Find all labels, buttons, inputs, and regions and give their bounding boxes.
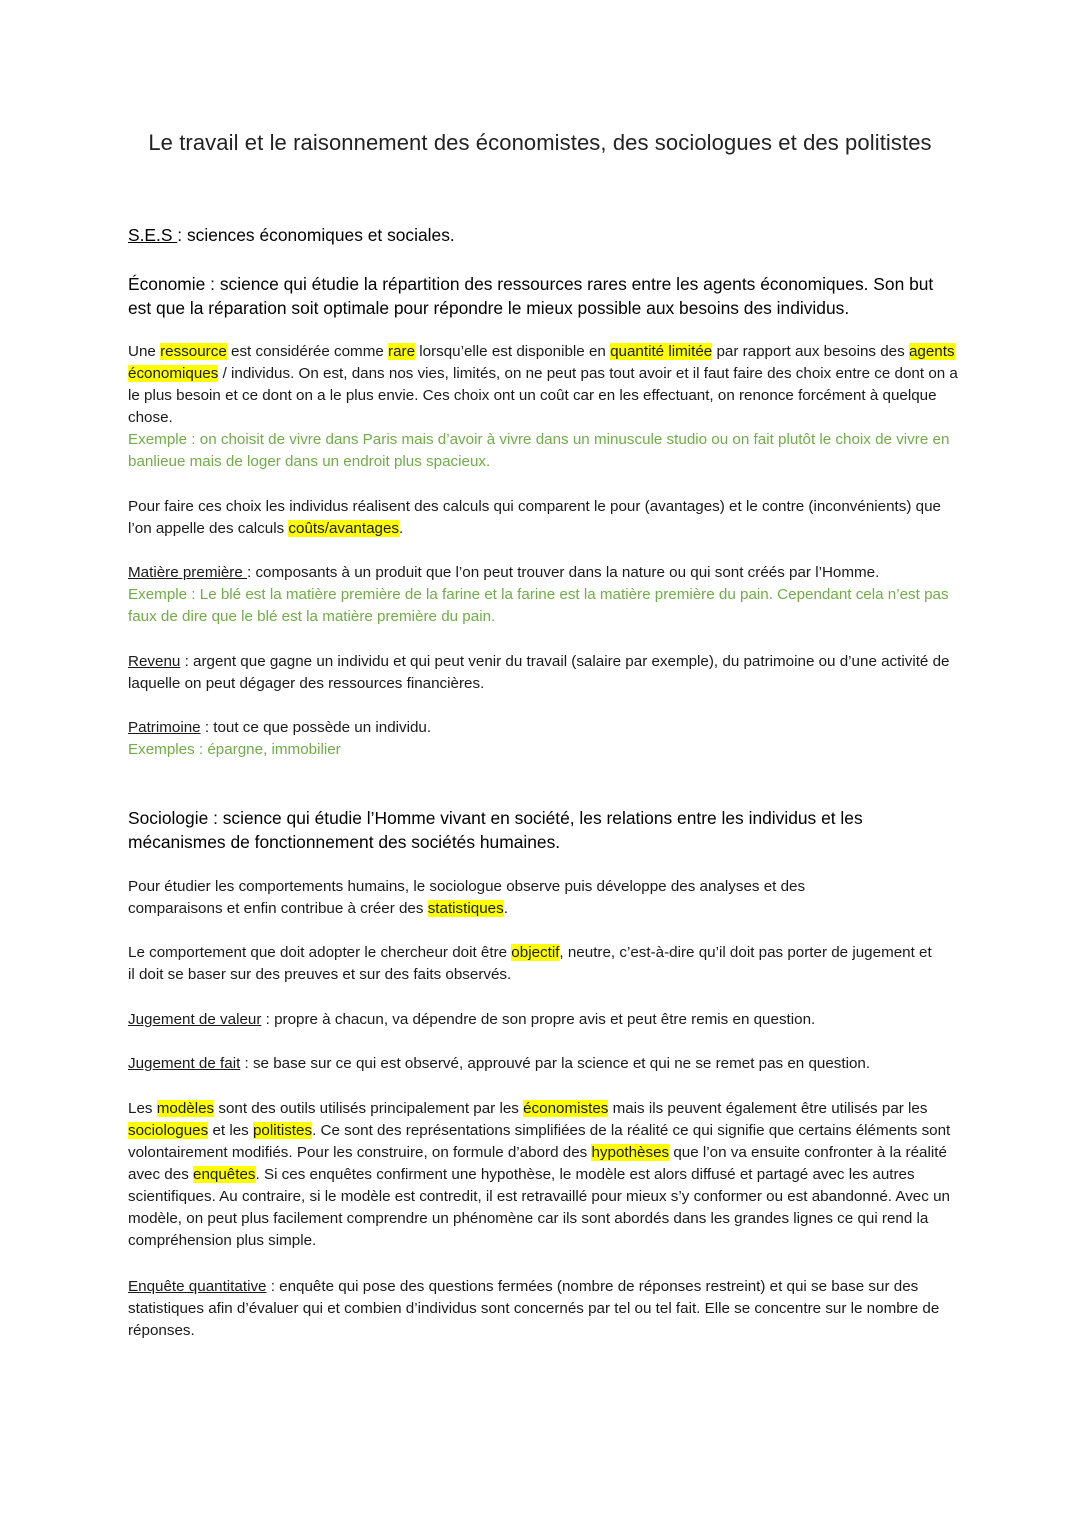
- term-revenu: Revenu: [128, 653, 181, 670]
- highlight-modeles: modèles: [156, 1100, 215, 1117]
- term-ses: S.E.S: [128, 225, 178, 245]
- highlight-economistes: économistes: [523, 1100, 609, 1117]
- highlight-enquetes: enquêtes: [193, 1166, 256, 1183]
- text: sont des outils utilisés principalement par les: [214, 1100, 524, 1117]
- highlight-statistiques: statistiques: [427, 900, 504, 917]
- text: mais ils peuvent également être utilisés par les: [608, 1100, 928, 1117]
- economie-heading: Économie : science qui étudie la répartition des ressources rares entre les agents économiques. Son but est que la réparation soit optimale pour répondre le mieux possible aux besoins des individus.: [128, 274, 934, 318]
- text: Le comportement que doit adopter le chercheur doit être: [128, 944, 512, 961]
- text: / individus. On est, dans nos vies, limités, on ne peut pas tout avoir et il faut faire des choix entre ce dont on a le plus besoin et ce dont on a le plus envie. Ces choix ont un coût car en les effectuant, on renonce forcément à quelque chose.: [128, 365, 958, 426]
- highlight-agents-economiques: agents économiques: [128, 343, 955, 382]
- term-jugement-fait: Jugement de fait: [128, 1055, 241, 1072]
- highlight-ressource: ressource: [160, 343, 227, 360]
- definition-text: : argent que gagne un individu et qui peut venir du travail (salaire par exemple), du patrimoine ou d’une activité de laquelle on peut dégager des ressources financières.: [128, 653, 950, 692]
- text: par rapport aux besoins des: [712, 343, 909, 360]
- matiere-premiere-definition: [128, 562, 968, 628]
- text: .: [503, 900, 508, 917]
- highlight-quantite-limitee: quantité limitée: [610, 343, 713, 360]
- definition-text: : composants à un produit que l’on peut trouver dans la nature ou qui sont créés par l’Homme.: [247, 564, 880, 581]
- jugement-valeur-definition: [128, 1009, 958, 1031]
- text: Les: [128, 1100, 157, 1117]
- highlight-rare: rare: [388, 343, 416, 360]
- ses-definition: [128, 223, 958, 247]
- term-matiere-premiere: Matière première: [128, 564, 248, 581]
- term-patrimoine: Patrimoine: [128, 719, 201, 736]
- calculs-paragraph: [128, 496, 958, 540]
- term-jugement-valeur: Jugement de valeur: [128, 1011, 262, 1028]
- text: que l’on va ensuite confronter à la réalité avec des: [128, 1144, 947, 1183]
- text: Pour faire ces choix les individus réalisent des calculs qui comparent le pour (avantages) et le contre (inconvénients) que l’on appelle des calculs: [128, 498, 941, 537]
- comportement-paragraph: [128, 942, 938, 986]
- example-ble: Exemple : Le blé est la matière première de la farine et la farine est la matière première du pain. Cependant cela n’est pas faux de dire que le blé est la matière première du pain.: [128, 586, 949, 625]
- definition-text: : se base sur ce qui est observé, approuvé par la science et qui ne se remet pas en question.: [240, 1055, 871, 1072]
- text: et les: [208, 1122, 253, 1139]
- text: Pour étudier les comportements humains, le sociologue observe puis développe des analyses et des comparaisons et enfin contribue à créer des: [128, 878, 806, 917]
- text: Une: [128, 343, 161, 360]
- text: lorsqu’elle est disponible en: [415, 343, 611, 360]
- jugement-fait-definition: [128, 1053, 958, 1075]
- highlight-couts-avantages: coûts/avantages: [288, 520, 400, 537]
- definition-text: : tout ce que possède un individu.: [200, 719, 432, 736]
- sociologie-heading: Sociologie : science qui étudie l’Homme vivant en société, les relations entre les individus et les mécanismes de fonctionnement des sociétés humaines.: [128, 808, 863, 852]
- highlight-objectif: objectif: [511, 944, 560, 961]
- example-paris: Exemple : on choisit de vivre dans Paris mais d’avoir à vivre dans un minuscule studio ou on fait plutôt le choix de vivre en banlieue mais de loger dans un endroit plus spacieux.: [128, 431, 950, 470]
- revenu-definition: [128, 651, 958, 695]
- text: est considérée comme: [226, 343, 389, 360]
- etude-paragraph: [128, 876, 888, 920]
- text: .: [399, 520, 404, 537]
- modeles-paragraph: [128, 1098, 958, 1252]
- patrimoine-definition: [128, 717, 958, 761]
- definition-text: : sciences économiques et sociales.: [177, 225, 455, 245]
- term-enquete-quantitative: Enquête quantitative: [128, 1278, 267, 1295]
- definition-text: : propre à chacun, va dépendre de son propre avis et peut être remis en question.: [261, 1011, 816, 1028]
- ressource-rare-paragraph: [128, 341, 958, 473]
- enquete-quantitative-definition: [128, 1276, 958, 1342]
- text: . Si ces enquêtes confirment une hypothèse, le modèle est alors diffusé et partagé avec les autres scientifiques. Au contraire, si le modèle est contredit, il est retravaillé pour mieux s’y conformer ou est abandonné. Avec un modèle, on peut plus facilement comprendre un phénomène car ils sont abordés dans les grandes lignes ce qui rend la compréhension plus simple.: [128, 1166, 950, 1249]
- example-epargne: Exemples : épargne, immobilier: [128, 741, 341, 758]
- highlight-hypotheses: hypothèses: [591, 1144, 670, 1161]
- document-title: Le travail et le raisonnement des économistes, des sociologues et des politistes: [148, 130, 932, 155]
- highlight-sociologues: sociologues: [128, 1122, 209, 1139]
- text: , neutre, c’est-à-dire qu’il doit pas porter de jugement et il doit se baser sur des preuves et sur des faits observés.: [128, 944, 932, 983]
- highlight-politistes: politistes: [252, 1122, 313, 1139]
- text: . Ce sont des représentations simplifiées de la réalité ce qui signifie que certains éléments sont volontairement modifiés. Pour les construire, on formule d’abord des: [128, 1122, 951, 1161]
- definition-text: : enquête qui pose des questions fermées (nombre de réponses restreint) et qui se base sur des statistiques afin d’évaluer qui et combien d’individus sont concernés par tel ou tel fait. Elle se concentre sur le nombre de réponses.: [128, 1278, 940, 1339]
